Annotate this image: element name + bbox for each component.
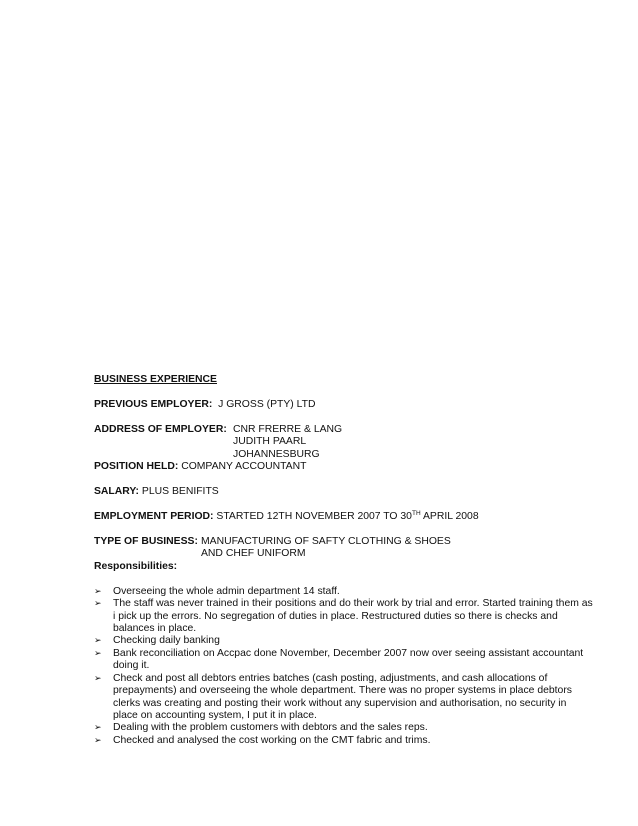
employment-period-row [94, 511, 594, 523]
business-type-label: TYPE OF BUSINESS: [94, 536, 198, 548]
arrowhead-bullet-icon: ➢ [94, 648, 102, 659]
arrowhead-bullet-icon: ➢ [94, 636, 102, 647]
address-line-3: JOHANNESBURG [233, 448, 320, 460]
list-item [94, 722, 594, 734]
list-item-text: Checking daily banking [113, 635, 220, 647]
salary-label: SALARY: [94, 486, 140, 498]
list-item-text: Bank reconciliation on Accpac done November, December 2007 now over seeing assistant accountant doing it. [113, 647, 584, 672]
position-value: COMPANY ACCOUNTANT [181, 461, 307, 473]
list-item-text: Checked and analysed the cost working on the CMT fabric and trims. [113, 734, 431, 746]
employment-period-start: STARTED 12TH NOVEMBER 2007 TO 30 [216, 511, 412, 523]
employment-period-end: APRIL 2008 [420, 511, 479, 523]
list-item [94, 635, 594, 647]
arrowhead-bullet-icon: ➢ [94, 599, 102, 610]
arrowhead-bullet-icon: ➢ [94, 723, 102, 734]
position-label: POSITION HELD: [94, 461, 179, 473]
list-item [94, 673, 594, 723]
business-experience-section [94, 374, 594, 747]
previous-employer-row [94, 399, 594, 411]
previous-employer-label: PREVIOUS EMPLOYER: [94, 398, 213, 410]
address-row [94, 424, 594, 436]
employment-period-suffix: TH [411, 510, 421, 518]
employment-period-label: EMPLOYMENT PERIOD: [94, 511, 214, 523]
business-type-line-2: AND CHEF UNIFORM [201, 548, 306, 560]
responsibilities-list [94, 586, 594, 747]
address-line-1: CNR FRERRE & LANG [233, 423, 343, 435]
address-label: ADDRESS OF EMPLOYER: [94, 423, 227, 435]
responsibilities-heading: Responsibilities: [94, 560, 178, 572]
list-item-text: Overseeing the whole admin department 14 staff. [113, 585, 340, 597]
list-item [94, 648, 594, 673]
business-type-line-1: MANUFACTURING OF SAFTY CLOTHING & SHOES [201, 536, 451, 548]
list-item-text: Dealing with the problem customers with debtors and the sales reps. [113, 722, 428, 734]
salary-value: PLUS BENIFITS [141, 486, 219, 498]
list-item-text: Check and post all debtors entries batches (cash posting, adjustments, and cash allocations of prepayments) and overseeing the whole department. There was no proper systems in place debtors clerks was creating and posting their work without any supervision and authorisation, no security in place on accounting system, I put it in place. [113, 672, 572, 721]
list-item [94, 586, 594, 598]
salary-row [94, 486, 594, 498]
previous-employer-value: J GROSS (PTY) LTD [218, 398, 316, 410]
position-row [94, 461, 594, 473]
list-item-text: The staff was never trained in their positions and do their work by trial and error. Started training them as i pick up the errors. No segregation of duties in place. Restructured duties so there is checks and balances in place. [113, 598, 593, 635]
arrowhead-bullet-icon: ➢ [94, 735, 102, 746]
arrowhead-bullet-icon: ➢ [94, 673, 102, 684]
section-title: BUSINESS EXPERIENCE [94, 374, 217, 385]
address-line-2: JUDITH PAARL [233, 436, 307, 448]
arrowhead-bullet-icon: ➢ [94, 586, 102, 597]
list-item [94, 735, 594, 747]
list-item [94, 598, 594, 635]
employment-period-value [216, 511, 478, 522]
business-type-row [94, 536, 594, 548]
